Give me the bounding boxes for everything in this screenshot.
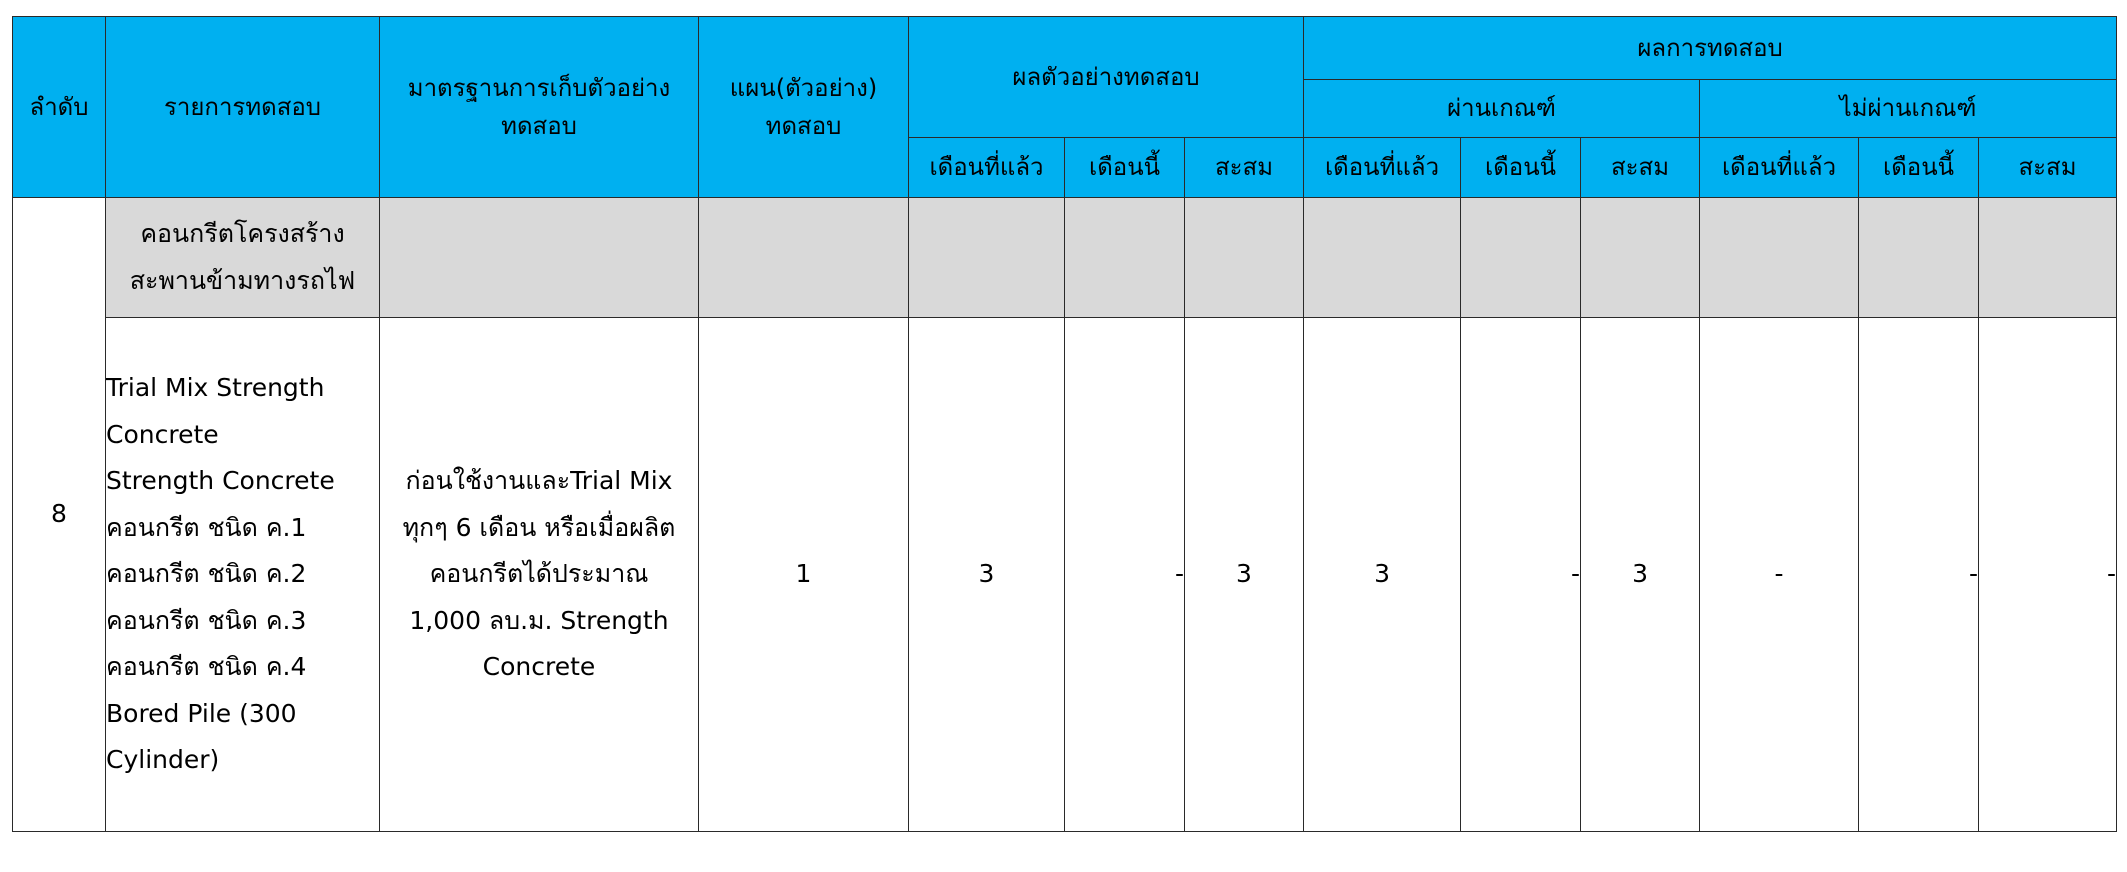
header-group-fail: ไม่ผ่านเกณฑ์ [1700, 80, 2117, 138]
test-item-list [106, 318, 380, 832]
header-test-item: รายการทดสอบ [106, 17, 380, 198]
section-blank-cell [909, 198, 1065, 318]
header-fail-this-month: เดือนนี้ [1859, 138, 1979, 198]
standard-line: ทุกๆ 6 เดือน หรือเมื่อผลิต [402, 512, 676, 542]
header-samples-this-month: เดือนนี้ [1065, 138, 1185, 198]
section-blank-cell [1461, 198, 1581, 318]
header-sampling-standard [380, 17, 699, 198]
header-plan-line1: แผน(ตัวอย่าง) [729, 73, 878, 102]
header-group-pass: ผ่านเกณฑ์ [1304, 80, 1700, 138]
section-name [106, 198, 380, 318]
section-blank-cell [1859, 198, 1979, 318]
pass-this-month: - [1461, 318, 1581, 832]
sampling-standard [380, 318, 699, 832]
header-standard-line1: มาตรฐานการเก็บตัวอย่าง [407, 73, 671, 102]
section-name-line2: สะพานข้ามทางรถไฟ [129, 265, 356, 295]
section-blank-cell [1304, 198, 1461, 318]
header-fail-cumulative: สะสม [1979, 138, 2117, 198]
section-row [13, 198, 2117, 318]
test-item: คอนกรีต ชนิด ค.1 [106, 512, 307, 542]
standard-line: คอนกรีตได้ประมาณ [429, 559, 649, 589]
header-pass-this-month: เดือนนี้ [1461, 138, 1581, 198]
samples-last-month: 3 [909, 318, 1065, 832]
test-results-table [12, 16, 2117, 832]
fail-cumulative: - [1979, 318, 2117, 832]
section-blank-cell [1185, 198, 1304, 318]
header-fail-last-month: เดือนที่แล้ว [1700, 138, 1859, 198]
section-name-line1: คอนกรีตโครงสร้าง [140, 219, 345, 248]
fail-last-month: - [1700, 318, 1859, 832]
header-samples-cumulative: สะสม [1185, 138, 1304, 198]
header-group-samples: ผลตัวอย่างทดสอบ [909, 17, 1304, 138]
section-blank-cell [699, 198, 909, 318]
test-item: Cylinder) [106, 745, 220, 775]
fail-this-month: - [1859, 318, 1979, 832]
section-blank-cell [1700, 198, 1859, 318]
standard-line: ก่อนใช้งานและTrial Mix [405, 466, 673, 496]
row-index: 8 [13, 198, 106, 832]
section-blank-cell [1581, 198, 1700, 318]
samples-cumulative: 3 [1185, 318, 1304, 832]
pass-last-month: 3 [1304, 318, 1461, 832]
header-index: ลำดับ [13, 17, 106, 198]
standard-line: Concrete [482, 652, 596, 682]
header-pass-last-month: เดือนที่แล้ว [1304, 138, 1461, 198]
test-item: Strength Concrete [106, 466, 335, 496]
test-item: คอนกรีต ชนิด ค.4 [106, 652, 307, 682]
header-plan [699, 17, 909, 198]
test-item: Trial Mix Strength [106, 373, 325, 403]
test-item: คอนกรีต ชนิด ค.2 [106, 559, 307, 589]
header-plan-line2: ทดสอบ [765, 112, 842, 140]
test-item: คอนกรีต ชนิด ค.3 [106, 605, 307, 635]
header-standard-line2: ทดสอบ [501, 112, 577, 140]
test-item: Concrete [106, 419, 219, 449]
section-blank-cell [1065, 198, 1185, 318]
samples-this-month: - [1065, 318, 1185, 832]
pass-cumulative: 3 [1581, 318, 1700, 832]
table-row [13, 318, 2117, 832]
section-blank-cell [380, 198, 699, 318]
test-item: Bored Pile (300 [106, 698, 297, 728]
section-blank-cell [1979, 198, 2117, 318]
header-samples-last-month: เดือนที่แล้ว [909, 138, 1065, 198]
header-group-results: ผลการทดสอบ [1304, 17, 2117, 80]
standard-line: 1,000 ลบ.ม. Strength [409, 605, 669, 635]
header-pass-cumulative: สะสม [1581, 138, 1700, 198]
plan-value: 1 [699, 318, 909, 832]
